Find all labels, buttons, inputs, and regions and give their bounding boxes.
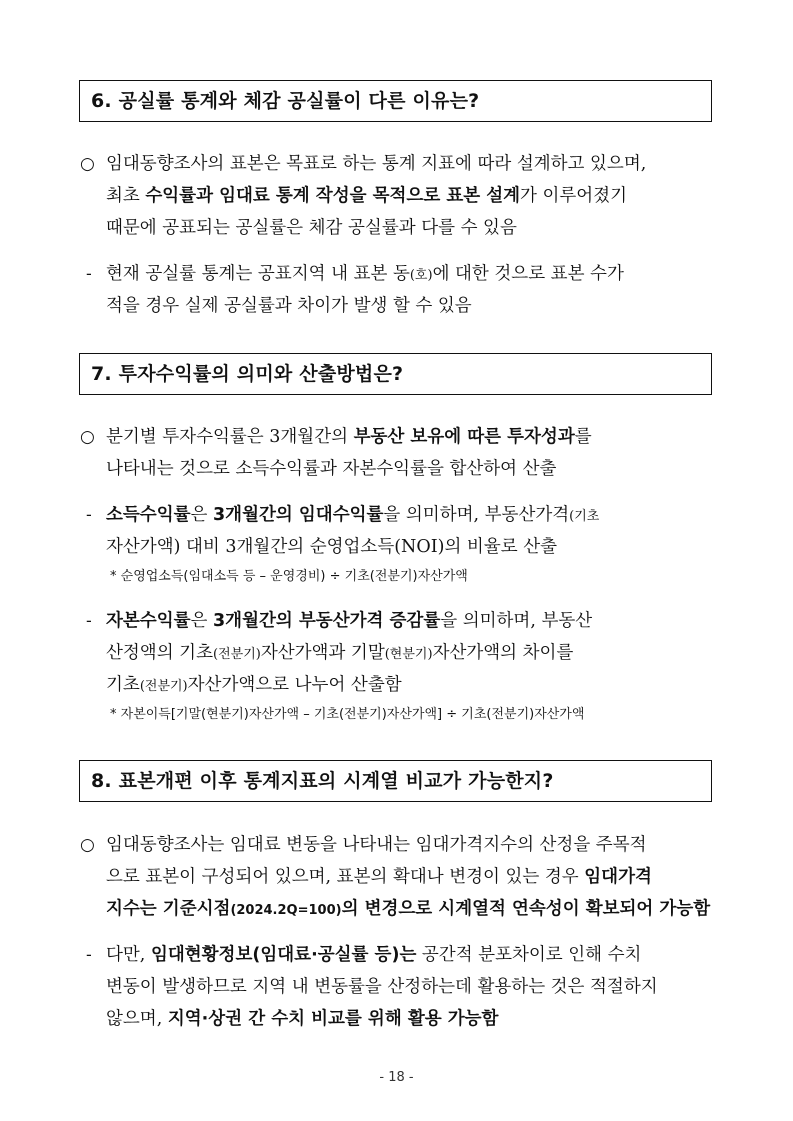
s6-para1-line2: 최초 수익률과 임대료 통계 작성을 목적으로 표본 설계가 이루어졌기 — [106, 186, 628, 206]
s6-emphasis: 수익률과 임대료 통계 작성을 목적으로 표본 설계 — [145, 186, 521, 206]
page-number: - 18 - — [379, 1070, 414, 1085]
s6-dash1-line1: 현재 공실률 통계는 공표지역 내 표본 동(호)에 대한 것으로 표본 수가 — [106, 264, 624, 284]
s8-dash1-line2: 변동이 발생하므로 지역 내 변동률을 산정하는데 활용하는 것은 적절하지 — [106, 977, 658, 997]
s6-para1-line1: 임대동향조사의 표본은 목표로 하는 통계 지표에 따라 설계하고 있으며, — [106, 154, 647, 174]
s7-dash1-line1: 소득수익률은 3개월간의 임대수익률을 의미하며, 부동산가격(기초 — [106, 505, 600, 525]
s8-dash1-line1: 다만, 임대현황정보(임대료·공실률 등)는 공간적 분포차이로 인해 수치 — [106, 945, 642, 965]
s8-dash1-line3: 않으며, 지역·상권 간 수치 비교를 위해 활용 가능함 — [106, 1009, 499, 1029]
s7-footnote-2: * 자본이득[기말(현분기)자산가액 – 기초(전분기)자산가액] ÷ 기초(전분기)자산가액 — [110, 707, 585, 722]
s6-dash1-line2: 적을 경우 실제 공실률과 차이가 발생 할 수 있음 — [106, 296, 472, 316]
dash-mark: - — [86, 264, 92, 284]
s7-dash2-line2: 산정액의 기초(전분기)자산가액과 기말(현분기)자산가액의 차이를 — [106, 643, 574, 663]
s7-dash1-line2: 자산가액) 대비 3개월간의 순영업소득(NOI)의 비율로 산출 — [106, 537, 558, 557]
bullet-circle: ○ — [80, 835, 95, 855]
s7-footnote-1: * 순영업소득(임대소득 등 – 운영경비) ÷ 기초(전분기)자산가액 — [110, 569, 468, 584]
s8-para1-line2: 으로 표본이 구성되어 있으며, 표본의 확대나 변경이 있는 경우 임대가격 — [106, 867, 652, 887]
dash-mark: - — [86, 945, 92, 965]
bullet-circle: ○ — [80, 154, 95, 174]
bullet-circle: ○ — [80, 427, 95, 447]
section-8-heading: 8. 표본개편 이후 통계지표의 시계열 비교가 가능한지? — [79, 760, 712, 802]
s6-para1-line3: 때문에 공표되는 공실률은 체감 공실률과 다를 수 있음 — [106, 218, 517, 238]
dash-mark: - — [86, 505, 92, 525]
s7-para1-line2: 나타내는 것으로 소득수익률과 자본수익률을 합산하여 산출 — [106, 459, 557, 479]
section-7-heading: 7. 투자수익률의 의미와 산출방법은? — [79, 353, 712, 395]
section-6-heading: 6. 공실률 통계와 체감 공실률이 다른 이유는? — [79, 80, 712, 122]
s7-dash2-line3: 기초(전분기)자산가액으로 나누어 산출함 — [106, 675, 402, 695]
s8-para1-line3: 지수는 기준시점(2024.2Q=100)의 변경으로 시계열적 연속성이 확보되어 가능함 — [106, 899, 711, 919]
dash-mark: - — [86, 611, 92, 631]
s8-para1-line1: 임대동향조사는 임대료 변동을 나타내는 임대가격지수의 산정을 주목적 — [106, 835, 647, 855]
s7-emphasis: 부동산 보유에 따른 투자성과 — [353, 427, 575, 447]
s7-para1-line1: 분기별 투자수익률은 3개월간의 부동산 보유에 따른 투자성과를 — [106, 427, 592, 447]
s7-dash2-line1: 자본수익률은 3개월간의 부동산가격 증감률을 의미하며, 부동산 — [106, 611, 593, 631]
